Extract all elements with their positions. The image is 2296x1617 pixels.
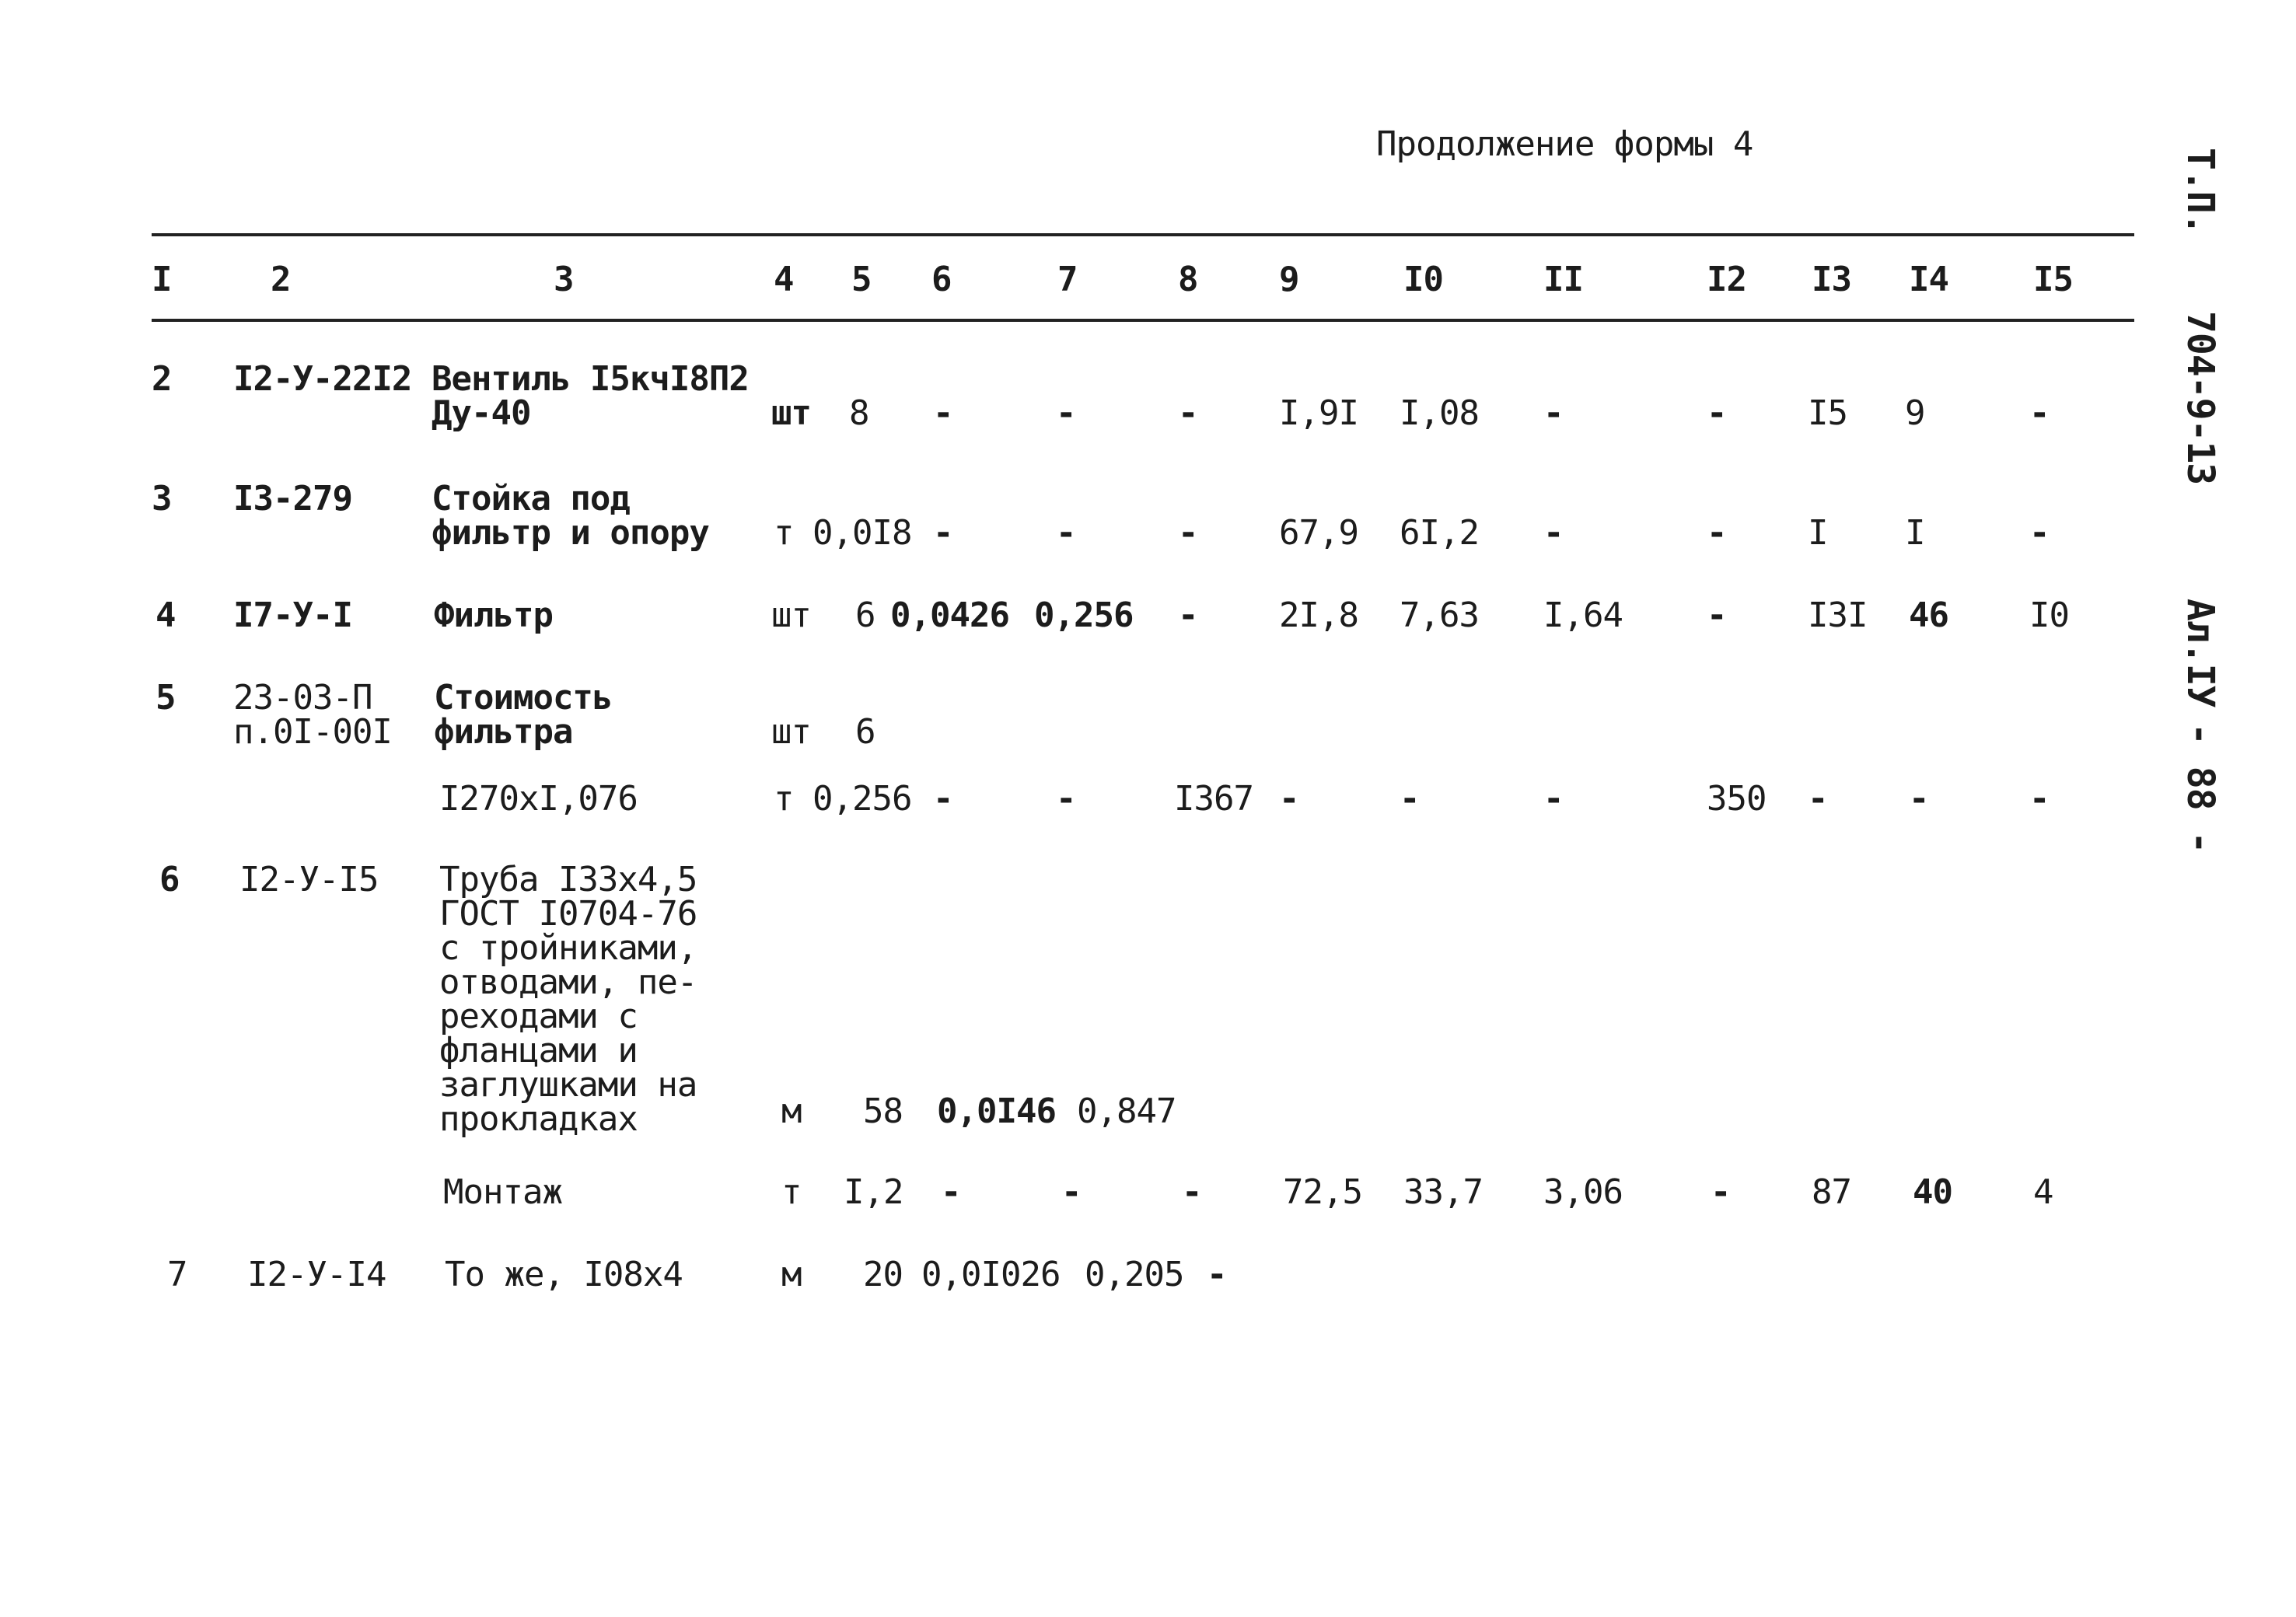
rate-code: I2-У-I4 (247, 1255, 386, 1294)
col-14-value: I (1905, 513, 1925, 553)
col-10-value: 7,63 (1400, 595, 1479, 635)
quantity: 20 (863, 1255, 903, 1294)
col-6-value: 0,0I46 (937, 1091, 1056, 1131)
unit: м (781, 1091, 802, 1131)
col-7-value: 0,847 (1077, 1091, 1176, 1131)
col-9-value: 72,5 (1283, 1172, 1362, 1212)
col-14-value: 40 (1913, 1172, 1952, 1212)
col-6-value: - (933, 779, 953, 819)
col-13-value: I5 (1808, 393, 1847, 433)
unit: шт (771, 595, 811, 635)
col-9-value: 2I,8 (1279, 595, 1358, 635)
column-header: 8 (1178, 260, 1198, 299)
col-8-value: - (1178, 595, 1198, 635)
column-header: I2 (1707, 260, 1746, 299)
item-name: Монтаж (443, 1172, 562, 1212)
album-label: Ал.IУ (2179, 599, 2222, 707)
row-number: 7 (167, 1255, 187, 1294)
column-header: 4 (774, 260, 794, 299)
col-10-value: 6I,2 (1400, 513, 1479, 553)
col-12-value: - (1711, 1172, 1731, 1212)
col-11-value: 3,06 (1543, 1172, 1623, 1212)
col-6-value: - (933, 513, 953, 553)
item-name: Труба I33х4,5 ГОСТ I0704-76 с тройниками, отводами, пе- реходами с фланцами и заглушками на прокладках (439, 860, 697, 1139)
col-9-value: - (1279, 779, 1299, 819)
row-number: 2 (152, 359, 172, 399)
rate-code: 23-03-П п.0I-00I (233, 678, 392, 752)
col-10-value: I,08 (1400, 393, 1479, 433)
col-6-value: 0,0I026 (921, 1255, 1061, 1294)
col-7-value: - (1061, 1172, 1082, 1212)
col-6-value: - (941, 1172, 961, 1212)
rate-code: I7-У-I (233, 595, 352, 635)
col-13-value: 87 (1812, 1172, 1851, 1212)
col-8-value: I367 (1174, 779, 1253, 819)
header-bottom-rule (152, 319, 2134, 322)
col-7-value: - (1056, 779, 1076, 819)
col-13-value: I (1808, 513, 1828, 553)
col-8-value: - (1182, 1172, 1202, 1212)
unit: т (781, 1172, 802, 1212)
quantity: I,2 (844, 1172, 903, 1212)
rate-code: I3-279 (233, 479, 352, 519)
column-header: I (152, 260, 172, 299)
form-continuation-heading: Продолжение формы 4 (1376, 124, 1753, 164)
col-11-value: - (1543, 393, 1564, 433)
rate-code: I2-У-22I2 (233, 359, 412, 399)
row-number: 3 (152, 479, 172, 519)
unit: м (781, 1255, 802, 1294)
col-11-value: - (1543, 513, 1564, 553)
column-header: I4 (1909, 260, 1948, 299)
col-12-value: - (1707, 513, 1727, 553)
col-8-value: - (1178, 513, 1198, 553)
quantity: 6 (855, 595, 875, 635)
quantity: 58 (863, 1091, 903, 1131)
col-7-value: - (1056, 513, 1076, 553)
col-11-value: - (1543, 779, 1564, 819)
item-name: Стоимость фильтра (434, 678, 613, 752)
item-name: I270хI,076 (439, 779, 638, 819)
row-number: 5 (156, 678, 176, 718)
col-15-value: - (2029, 513, 2050, 553)
row-number: 4 (156, 595, 176, 635)
col-15-value: 4 (2033, 1172, 2053, 1212)
col-12-value: 350 (1707, 779, 1767, 819)
item-name: Фильтр (434, 595, 553, 635)
unit: шт (771, 712, 811, 752)
col-15-value: I0 (2029, 595, 2069, 635)
series-label: Т.П. (2179, 148, 2222, 235)
column-header: 3 (554, 260, 574, 299)
project-number: 704-9-13 (2179, 311, 2222, 485)
item-name: То же, I08х4 (445, 1255, 683, 1294)
unit: шт (771, 393, 811, 433)
col-13-value: - (1808, 779, 1828, 819)
col-9-value: 67,9 (1279, 513, 1358, 553)
col-15-value: - (2029, 393, 2050, 433)
col-12-value: - (1707, 595, 1727, 635)
rate-code: I2-У-I5 (239, 860, 379, 899)
col-13-value: I3I (1808, 595, 1868, 635)
column-header: 5 (851, 260, 872, 299)
column-header: 9 (1279, 260, 1299, 299)
column-header: I0 (1403, 260, 1443, 299)
item-name: Стойка под фильтр и опору (432, 479, 709, 553)
column-header: 6 (931, 260, 952, 299)
col-8-value: - (1178, 393, 1198, 433)
row-number: 6 (159, 860, 180, 899)
column-header: I5 (2033, 260, 2073, 299)
col-9-value: I,9I (1279, 393, 1358, 433)
item-name: Вентиль I5кчI8П2 Ду-40 (432, 359, 749, 433)
quantity: 0,0I8 (813, 513, 912, 553)
quantity: 8 (849, 393, 869, 433)
col-14-value: 9 (1905, 393, 1925, 433)
column-header: 7 (1057, 260, 1078, 299)
column-header: I3 (1812, 260, 1851, 299)
col-7-value: - (1056, 393, 1076, 433)
col-14-value: 46 (1909, 595, 1948, 635)
col-6-value: - (933, 393, 953, 433)
col-10-value: 33,7 (1403, 1172, 1483, 1212)
column-header: II (1543, 260, 1583, 299)
col-12-value: - (1707, 393, 1727, 433)
col-6-value: 0,0426 (890, 595, 1009, 635)
col-8-value: - (1207, 1255, 1227, 1294)
col-15-value: - (2029, 779, 2050, 819)
col-7-value: 0,205 (1085, 1255, 1184, 1294)
page-number: - 88 - (2179, 723, 2222, 854)
col-7-value: 0,256 (1034, 595, 1134, 635)
unit: т (774, 513, 794, 553)
table-top-rule (152, 233, 2134, 236)
col-10-value: - (1400, 779, 1420, 819)
quantity: 6 (855, 712, 875, 752)
col-11-value: I,64 (1543, 595, 1623, 635)
col-14-value: - (1909, 779, 1929, 819)
unit: т (774, 779, 794, 819)
quantity: 0,256 (813, 779, 912, 819)
column-header: 2 (271, 260, 291, 299)
